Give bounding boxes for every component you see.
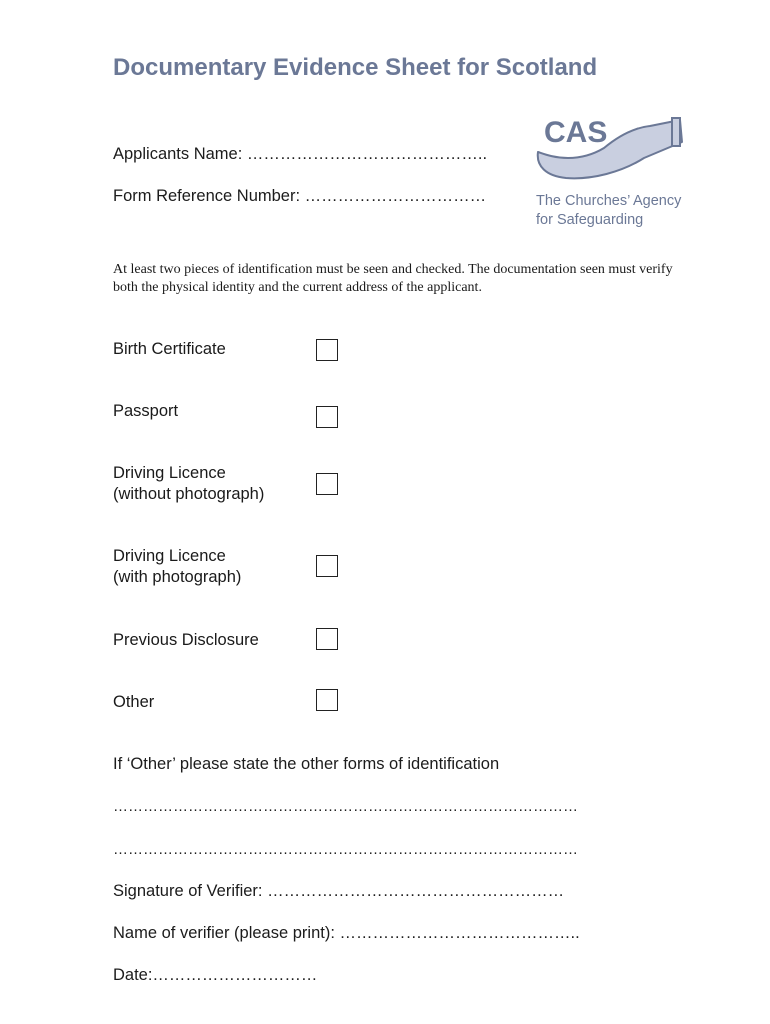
checkbox-driving-licence-no-photo[interactable]: [316, 473, 338, 495]
applicant-name-field[interactable]: Applicants Name: ……………………………………..: [113, 145, 488, 163]
logo-org-name: [536, 192, 706, 230]
checkbox-other[interactable]: [316, 689, 338, 711]
form-reference-field[interactable]: Form Reference Number: ……………………………: [113, 187, 487, 205]
checklist-label-line: Driving Licence: [113, 547, 226, 565]
other-line-2[interactable]: …………………………………………………………………………………: [113, 841, 578, 858]
checkbox-birth-certificate[interactable]: [316, 339, 338, 361]
checkbox-passport[interactable]: [316, 406, 338, 428]
checklist-label-driving-licence-no-photo: [113, 463, 264, 505]
checkbox-driving-licence-photo[interactable]: [316, 555, 338, 577]
checklist-label-line: (without photograph): [113, 485, 265, 503]
date-field[interactable]: Date:…………………………: [113, 966, 318, 984]
other-line-1[interactable]: …………………………………………………………………………………: [113, 798, 578, 815]
signature-field[interactable]: Signature of Verifier: ………………………………………………: [113, 882, 565, 900]
verifier-name-field[interactable]: Name of verifier (please print): ……………………………………..: [113, 924, 580, 942]
logo-org-line2: for Safeguarding: [536, 212, 644, 228]
checklist-label-line: (with photograph): [113, 568, 242, 586]
checklist-label-birth-certificate: Birth Certificate: [113, 340, 226, 358]
checklist-label-other: Other: [113, 693, 155, 711]
checklist-label-passport: Passport: [113, 402, 179, 420]
logo-org-line1: The Churches’ Agency: [536, 193, 682, 209]
instruction-text: At least two pieces of identification must be seen and checked. The documentation seen must verify both the physical identity and the current address of the applicant.: [113, 262, 673, 295]
checklist-label-previous-disclosure: Previous Disclosure: [113, 631, 259, 649]
checklist-label-driving-licence-photo: [113, 546, 241, 588]
logo-text: CAS: [544, 116, 608, 149]
other-prompt: If ‘Other’ please state the other forms of identification: [113, 755, 500, 773]
checklist-label-line: Driving Licence: [113, 464, 226, 482]
checkbox-previous-disclosure[interactable]: [316, 628, 338, 650]
page-title: Documentary Evidence Sheet for Scotland: [113, 54, 598, 81]
